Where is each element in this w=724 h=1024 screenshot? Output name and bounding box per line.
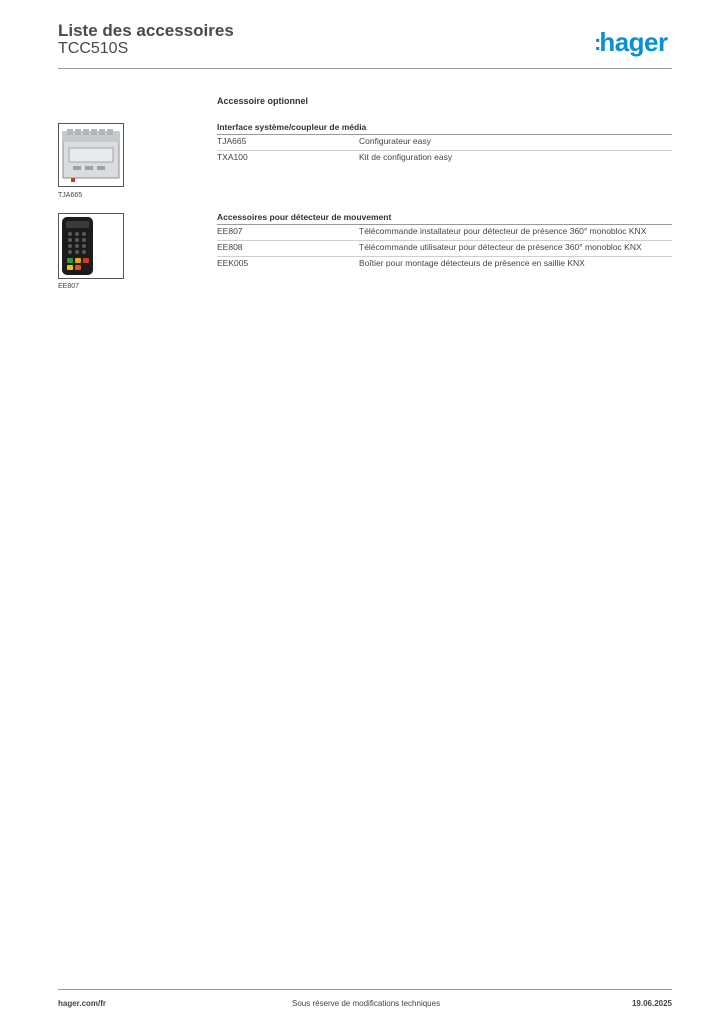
configurator-device-image	[58, 123, 124, 187]
accessory-table	[217, 225, 672, 272]
article-code: TJA665	[217, 136, 247, 146]
image-caption: EE807	[58, 283, 80, 290]
article-code: EE808	[217, 242, 243, 252]
table-row	[217, 225, 672, 241]
remote-control-image	[58, 213, 124, 279]
group-title: Interface système/coupleur de média	[217, 122, 672, 135]
accessory-table	[217, 135, 672, 166]
footer-website-link[interactable]: hager.com/fr	[58, 999, 107, 1008]
page-title: Liste des accessoires	[58, 21, 234, 40]
article-description: Télécommande utilisateur pour détecteur de présence 360° monobloc KNX	[359, 242, 642, 252]
article-description: Boîtier pour montage détecteurs de présence en saillie KNX	[359, 258, 585, 268]
table-row	[217, 257, 672, 272]
product-reference: TCC510S	[58, 40, 129, 57]
header-divider	[58, 68, 672, 69]
article-code: EEK005	[217, 258, 249, 268]
footer-date: 19.06.2025	[631, 999, 672, 1008]
article-description: Configurateur easy	[359, 136, 431, 146]
table-row	[217, 241, 672, 257]
image-caption: TJA665	[58, 192, 83, 199]
table-row	[217, 151, 672, 166]
article-description: Télécommande installateur pour détecteur de présence 360° monobloc KNX	[359, 226, 647, 236]
table-row	[217, 135, 672, 151]
article-description: Kit de configuration easy	[359, 152, 453, 162]
footer-notice: Sous réserve de modifications techniques	[292, 999, 441, 1008]
article-code: EE807	[217, 226, 243, 236]
group-title: Accessoires pour détecteur de mouvement	[217, 212, 672, 225]
section-title: Accessoire optionnel	[217, 96, 309, 106]
footer-divider	[58, 989, 672, 990]
hager-logo: :hager	[594, 27, 668, 57]
article-code: TXA100	[217, 152, 248, 162]
